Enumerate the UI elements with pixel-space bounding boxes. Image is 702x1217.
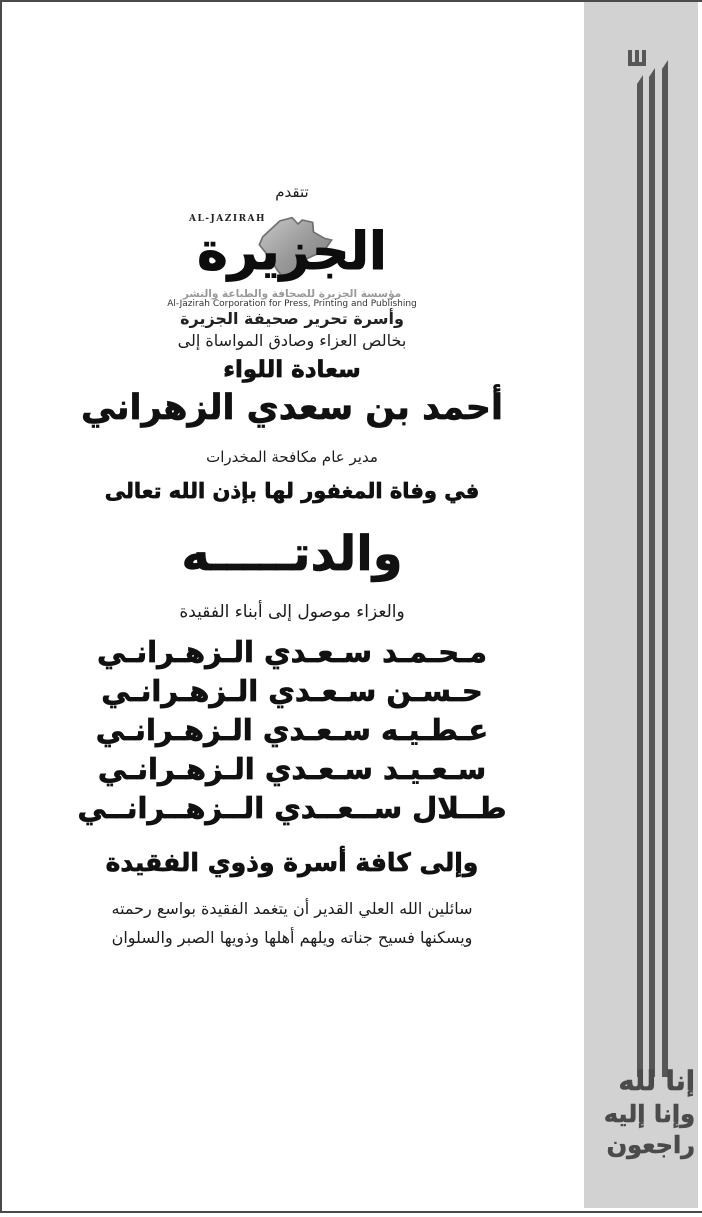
condolence-line: بخالص العزاء وصادق المواساة إلى xyxy=(177,331,407,350)
aljazirah-logo xyxy=(2,206,582,290)
verse-stroke-bar xyxy=(637,75,643,1077)
logo-org-line-english: Al-Jazirah Corporation for Press, Printing and Publishing xyxy=(167,299,417,309)
occasion-line: في وفاة المغفور لها بإذن الله تعالى xyxy=(104,479,480,503)
son-name: سـعـيـد سـعـدي الـزهـرانـي xyxy=(97,752,487,786)
son-name: طــلال ســعــدي الــزهــرانــي xyxy=(77,791,507,825)
son-name: عـطـيـه سـعـدي الـزهـرانـي xyxy=(95,713,489,747)
verse-stroke-bar xyxy=(649,68,655,1077)
sons-name-list xyxy=(2,633,582,828)
verse-line-1: إنا لله xyxy=(618,1066,695,1097)
prayer-line-1: سائلين الله العلي القدير أن يتغمد الفقيدة بواسع رحمته xyxy=(111,899,473,918)
logo-latin-name: AL-JAZIRAH xyxy=(189,214,267,224)
verse-line-2: وإنا إليه xyxy=(603,1100,695,1128)
verse-line-3: راجعون xyxy=(606,1131,695,1159)
family-condolence-line: وإلى كافة أسرة وذوي الفقيدة xyxy=(105,848,479,877)
son-name: مـحـمـد سـعـدي الـزهـرانـي xyxy=(97,635,487,669)
prayer-line-2: ويسكنها فسيح جناته ويلهم أهلها وذويها الصبر والسلوان xyxy=(111,928,473,947)
verse-stroke-bar xyxy=(662,60,668,1077)
quranic-verse xyxy=(584,1065,695,1161)
recipient-role: مدير عام مكافحة المخدرات xyxy=(206,448,378,466)
presenter-intro: تتقدم xyxy=(275,183,309,201)
logo-arabic-name: الجزيرة xyxy=(197,222,387,282)
editorial-family-line: وأسرة تحرير صحيفة الجزيرة xyxy=(180,309,404,328)
son-name: حـسـن سـعـدي الـزهـرانـي xyxy=(101,674,483,708)
side-verse-strip xyxy=(584,2,698,1208)
recipient-title: سعادة اللواء xyxy=(223,357,361,383)
announcement-body xyxy=(2,2,582,1210)
recipient-name: أحمد بن سعدي الزهراني xyxy=(80,388,504,428)
extended-condolence-intro: والعزاء موصول إلى أبناء الفقيدة xyxy=(179,602,405,622)
deceased-relation: والدتـــــه xyxy=(181,526,403,582)
logo-org-line-arabic: مؤسسة الجزيرة للصحافة والطباعة والنشر xyxy=(182,288,402,300)
square-kufic-ornament-icon xyxy=(628,50,646,66)
